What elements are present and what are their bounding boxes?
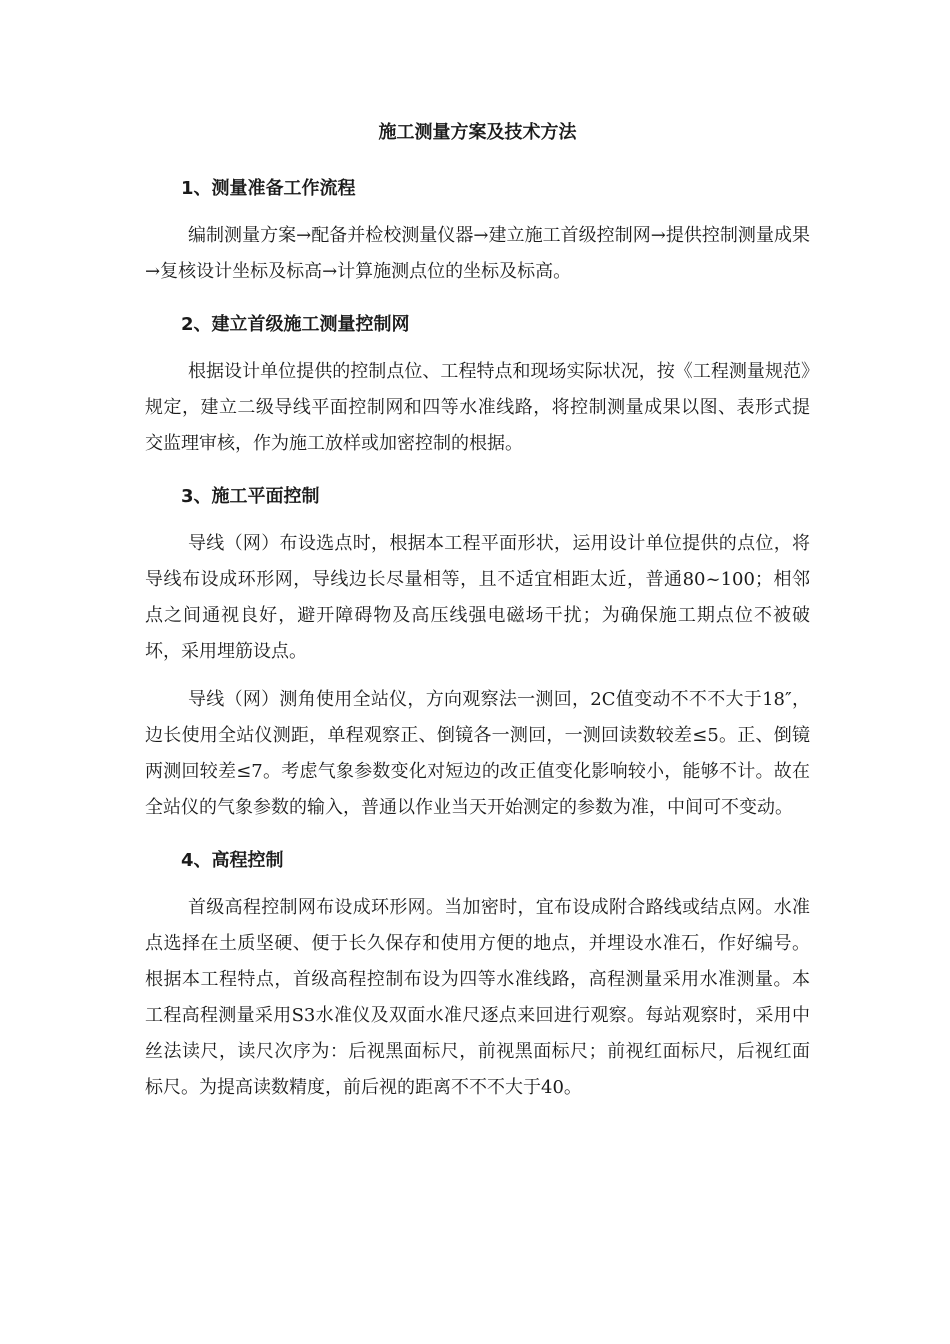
section-heading-1: 1、测量准备工作流程 — [181, 178, 356, 199]
section-heading-2: 2、建立首级施工测量控制网 — [181, 314, 410, 335]
section-2-paragraph-1: 根据设计单位提供的控制点位、工程特点和现场实际状况，按《工程测量规范》规定，建立二级导线平面控制网和四等水准线路，将控制测量成果以图、表形式提交监理审核，作为施工放样或加密控制的根据。 — [145, 361, 810, 454]
document-page — [145, 118, 810, 1126]
section-heading-3: 3、施工平面控制 — [181, 486, 320, 507]
document-title: 施工测量方案及技术方法 — [378, 122, 577, 143]
section-4-paragraph-1: 首级高程控制网布设成环形网。当加密时，宜布设成附合路线或结点网。水准点选择在土质坚硬、便于长久保存和使用方便的地点，并埋设水准石，作好编号。根据本工程特点，首级高程控制布设为四等水准线路，高程测量采用水准测量。本工程高程测量采用S3水准仪及双面水准尺逐点来回进行观察。每站观察时，采用中丝法读尺，读尺次序为：后视黑面标尺，前视黑面标尺；前视红面标尺，后视红面标尺。为提高读数精度，前后视的距离不不不大于40。 — [145, 897, 810, 1098]
section-heading-4: 4、高程控制 — [181, 850, 284, 871]
section-1-paragraph-1: 编制测量方案→配备并检校测量仪器→建立施工首级控制网→提供控制测量成果→复核设计坐标及标高→计算施测点位的坐标及标高。 — [145, 225, 810, 282]
section-3-paragraph-1: 导线（网）布设选点时，根据本工程平面形状，运用设计单位提供的点位，将导线布设成环形网，导线边长尽量相等，且不适宜相距太近，普通80~100；相邻点之间通视良好，避开障碍物及高压线强电磁场干扰；为确保施工期点位不被破坏，采用埋筋设点。 — [145, 533, 810, 662]
section-3-paragraph-2: 导线（网）测角使用全站仪，方向观察法一测回，2C值变动不不不大于18″，边长使用全站仪测距，单程观察正、倒镜各一测回，一测回读数较差≤5。正、倒镜两测回较差≤7。考虑气象参数变化对短边的改正值变化影响较小，能够不计。故在全站仪的气象参数的输入，普通以作业当天开始测定的参数为准，中间可不变动。 — [145, 689, 810, 818]
